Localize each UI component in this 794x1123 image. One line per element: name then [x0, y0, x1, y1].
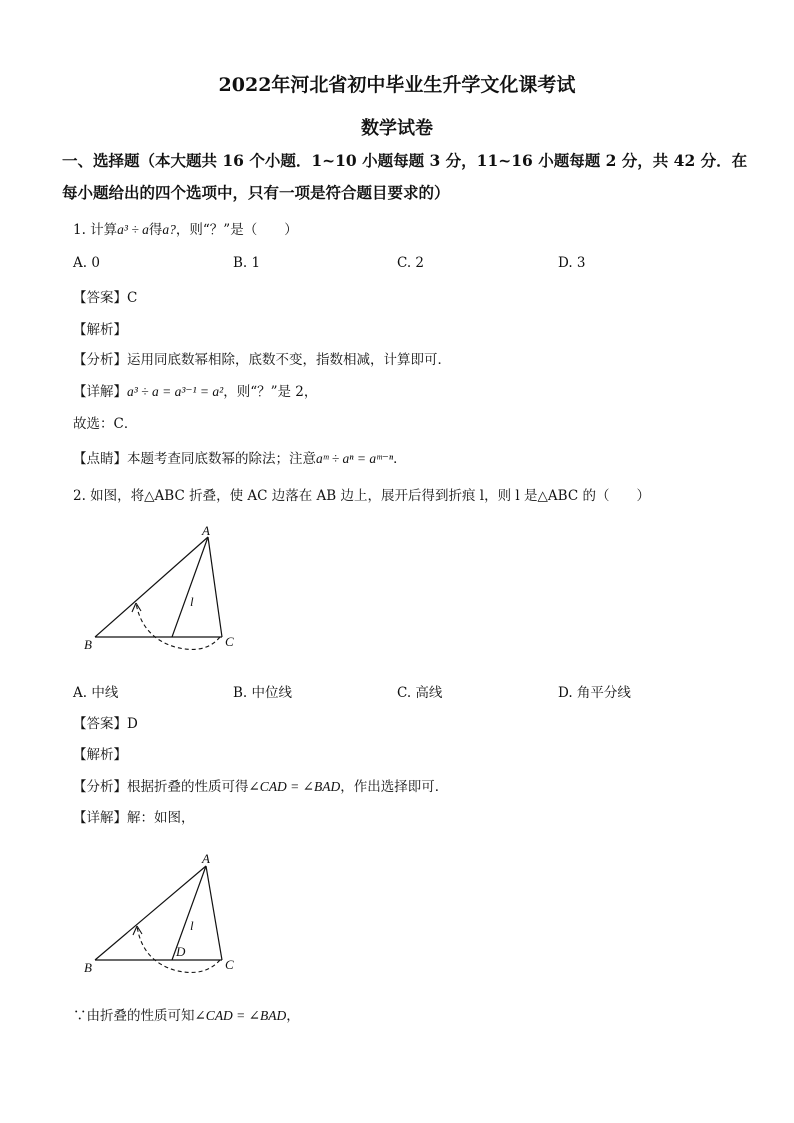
q2-stem: 2. 如图，将△ABC 折叠，使 AC 边落在 AB 边上，展开后得到折痕 l，则 l 是△ABC 的（ ）	[73, 488, 650, 504]
q1-result: a?	[162, 222, 176, 237]
fig1-label-a: A	[202, 525, 210, 538]
fig2-label-a: A	[202, 851, 210, 866]
q1-dianjing-expression: aᵐ ÷ aⁿ = aᵐ⁻ⁿ	[316, 451, 394, 466]
fig2-label-d: D	[176, 944, 186, 959]
q2-fenxi-expression: ∠CAD = ∠BAD	[248, 779, 341, 794]
page-subtitle: 数学试卷	[361, 118, 433, 139]
fig1-side-ab	[95, 537, 208, 637]
q2-figure-1	[80, 525, 250, 655]
fig1-label-b: B	[84, 637, 92, 652]
q1-stem-prefix: 1. 计算	[73, 222, 118, 238]
q2-because-expression: ∠CAD = ∠BAD	[194, 1008, 287, 1023]
q1-stem-suffix: ，则“？”是（ ）	[175, 222, 298, 238]
fig2-label-c: C	[225, 957, 234, 972]
q2-xiangjie: 【详解】解：如图，	[73, 810, 195, 826]
fig1-fold-arc	[136, 603, 220, 649]
q1-stem	[73, 218, 298, 238]
q2-fenxi-label: 【分析】根据折叠的性质可得	[73, 779, 249, 795]
q1-fenxi: 【分析】运用同底数幂相除，底数不变，指数相减，计算即可．	[73, 352, 451, 368]
fig2-side-ac	[206, 866, 222, 960]
q1-stem-mid: 得	[148, 222, 163, 238]
q2-because	[73, 1004, 300, 1024]
q1-option-c: C. 2	[397, 255, 425, 271]
fig2-label-b: B	[84, 960, 92, 975]
q2-analysis-label: 【解析】	[73, 747, 127, 763]
q1-option-a: A. 0	[73, 255, 100, 271]
q1-answer: 【答案】C	[73, 290, 138, 306]
q2-option-a: A. 中线	[73, 685, 119, 701]
q2-option-d: D. 角平分线	[558, 685, 631, 701]
q1-analysis-label: 【解析】	[73, 322, 127, 338]
q1-xiangjie-expression: a³ ÷ a = a³⁻¹ = a²	[127, 384, 224, 399]
q1-expression: a³ ÷ a	[117, 222, 149, 237]
section-heading-line1: 一、选择题（本大题共 16 个小题．1~10 小题每题 3 分，11~16 小题每题 2 分，共 42 分．在	[62, 151, 748, 170]
fig1-label-l: l	[190, 594, 194, 609]
q1-dianjing-label: 【点睛】本题考查同底数幂的除法；注意	[73, 451, 316, 467]
q2-fenxi	[73, 775, 448, 795]
q2-figure-2	[80, 848, 250, 978]
q1-option-d: D. 3	[558, 255, 586, 271]
q2-because-prefix: ∵由折叠的性质可知	[73, 1008, 195, 1024]
q2-option-b: B. 中位线	[233, 685, 293, 701]
fig1-side-ac	[208, 537, 222, 637]
q2-fenxi-suffix: ，作出选择即可．	[340, 779, 449, 795]
q1-option-b: B. 1	[233, 255, 261, 271]
q1-xiangjie-suffix: ，则“？”是 2，	[223, 384, 318, 400]
q2-option-c: C. 高线	[397, 685, 443, 701]
fig1-fold-line	[172, 537, 208, 637]
q1-dianjing	[73, 447, 407, 467]
fig1-label-c: C	[225, 634, 234, 649]
page-title: 2022年河北省初中毕业生升学文化课考试	[218, 74, 576, 96]
fig2-label-l: l	[190, 918, 194, 933]
q1-xiangjie	[73, 380, 317, 400]
q2-because-suffix: ，	[286, 1008, 300, 1024]
q2-answer: 【答案】D	[73, 716, 138, 732]
q1-xiangjie-label: 【详解】	[73, 384, 127, 400]
section-heading-line2: 每小题给出的四个选项中，只有一项是符合题目要求的）	[62, 183, 450, 202]
q1-choice: 故选：C．	[73, 416, 138, 432]
q1-dianjing-suffix: ．	[393, 451, 407, 467]
